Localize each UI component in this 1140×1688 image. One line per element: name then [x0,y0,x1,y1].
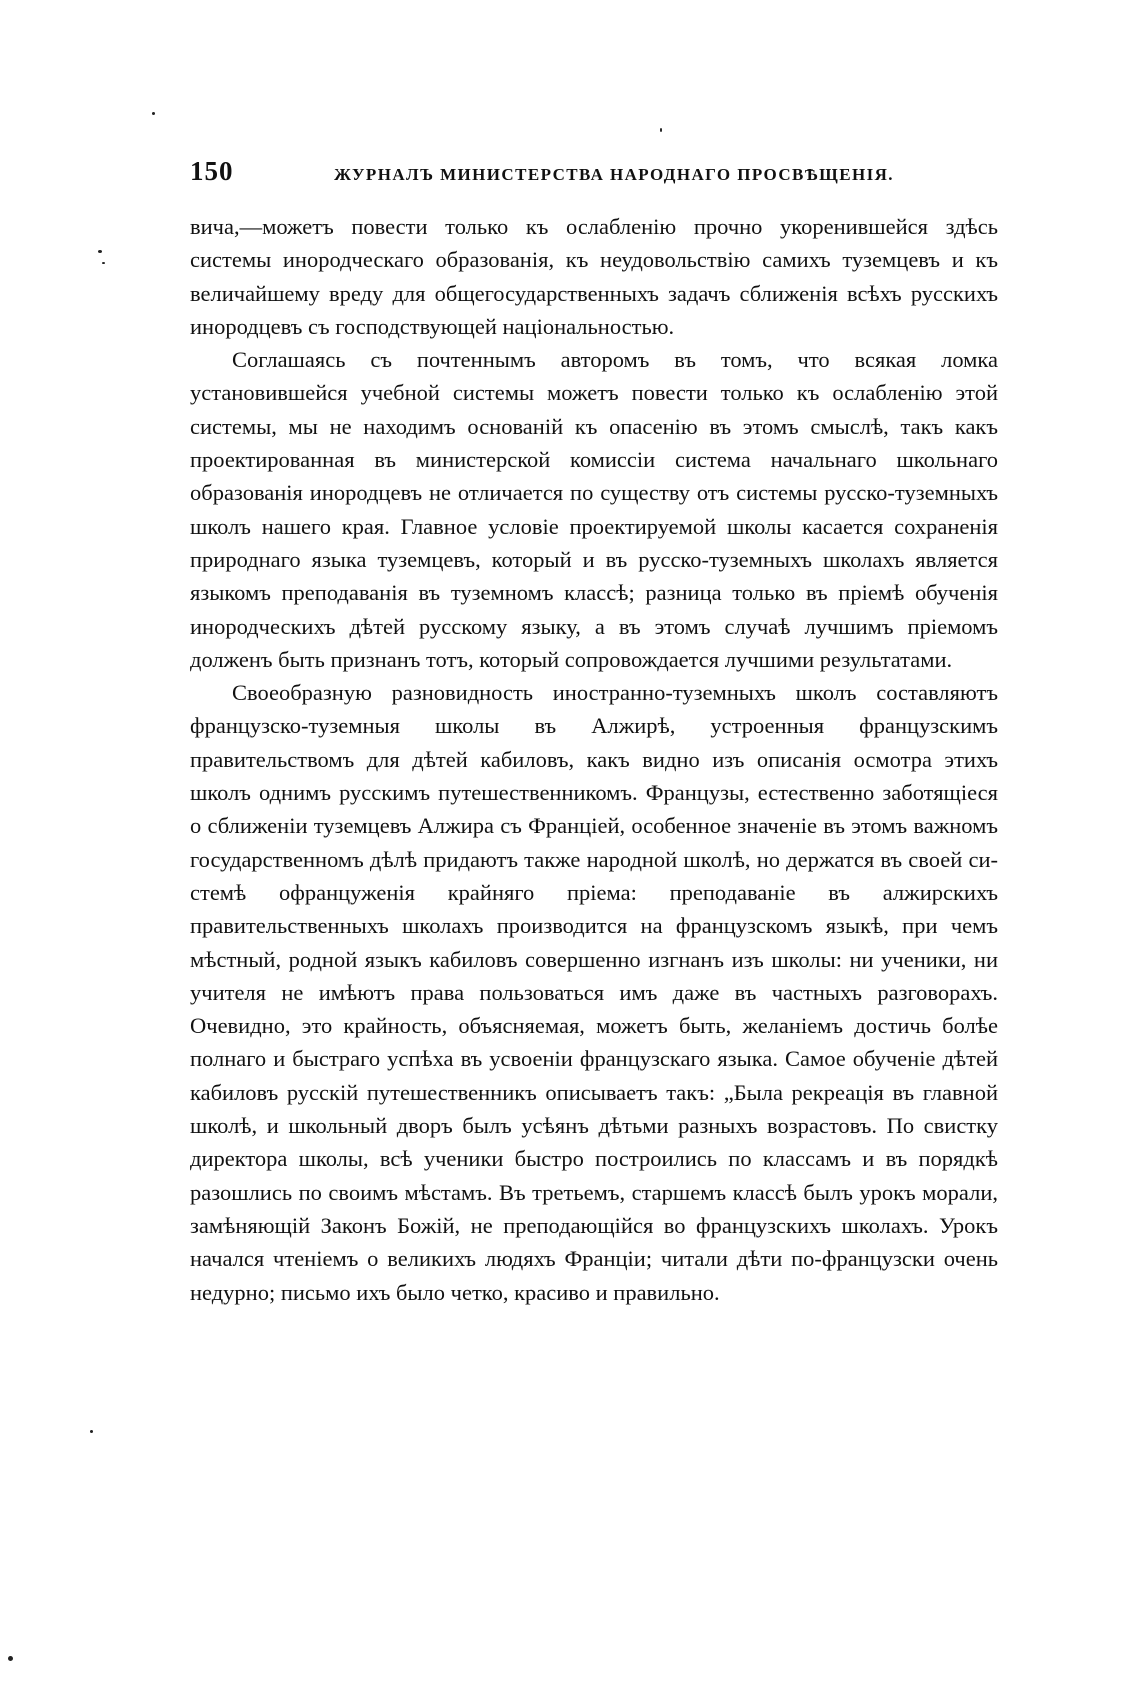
body-text [190,210,998,1309]
paragraph-algeria-schools: Своеобразную разновидность иностранно-туземныхъ школъ составляютъ французско-туземныя школы въ Алжирѣ, устроенныя французскимъ правительствомъ для дѣтей кабиловъ, какъ видно изъ описанія осмотра этихъ школъ однимъ русскимъ путешественникомъ. Французы, естественно заботящіеся о сближеніи туземцевъ Алжира съ Франціей, особенное значеніе въ этомъ важномъ государственномъ дѣлѣ придаютъ также народной школѣ, но держатся въ своей системѣ офранцуженія крайняго пріема: преподаваніе въ алжирскихъ правительственныхъ школахъ производится на французскомъ языкѣ, при чемъ мѣстный, родной языкъ кабиловъ совершенно изгнанъ изъ школы: ни ученики, ни учителя не имѣютъ права пользоваться имъ даже въ частныхъ разговорахъ. Очевидно, это крайность, объясняемая, можетъ быть, желаніемъ достичь болѣе полнаго и быстраго успѣха въ усвоеніи французскаго языка. Самое обученіе дѣтей кабиловъ русскій путешественникъ описываетъ такъ: „Была рекреація въ главной школѣ, и школьный дворъ былъ усѣянъ дѣтьми разныхъ возрастовъ. По свистку директора школы, всѣ ученики быстро построились по классамъ и въ порядкѣ разошлись по своимъ мѣстамъ. Въ третьемъ, старшемъ классѣ былъ урокъ морали, замѣняющій Законъ Божій, не преподающійся во французскихъ школахъ. Урокъ начался чтеніемъ о великихъ людяхъ Франціи; читали дѣти по-французски очень недурно; письмо ихъ было четко, красиво и правильно. [190,680,998,1305]
scan-speck [90,1430,93,1433]
paragraph-continuation: вича,—можетъ повести только къ ослабленію прочно укоренившейся здѣсь системы инородческаго образованія, къ неудовольствію самихъ туземцевъ и къ величайшему вреду для общегосударственныхъ задачъ сближенія всѣхъ русскихъ инородцевъ съ господствующей національностью. [190,214,998,339]
scan-speck [8,1656,13,1661]
scan-speck [660,128,662,132]
scan-speck [98,250,102,253]
paragraph-agreement: Соглашаясь съ почтеннымъ авторомъ въ томъ, что всякая ломка установившейся учебной системы можетъ повести только къ ослабленію этой системы, мы не находимъ основаній къ опасенію въ этомъ смыслѣ, такъ какъ проектированная въ министерской комиссіи система начальнаго школьнаго образованія инородцевъ не отличается по существу отъ системы русско-туземныхъ школъ нашего края. Главное условіе проектируемой школы касается сохраненія природнаго языка туземцевъ, который и въ русско-туземныхъ школахъ является языкомъ преподаванія въ туземномъ классѣ; разница только въ пріемѣ обученія инородческихъ дѣтей русскому языку, а въ этомъ случаѣ лучшимъ пріемомъ долженъ быть признанъ тотъ, который сопровождается лучшими результатами. [190,347,998,672]
scan-speck [102,262,105,264]
page-header [190,156,998,190]
running-title: ЖУРНАЛЪ МИНИСТЕРСТВА НАРОДНАГО ПРОСВѢЩЕНІЯ. [334,165,894,184]
scan-speck [152,112,155,115]
page-number: 150 [190,156,234,186]
